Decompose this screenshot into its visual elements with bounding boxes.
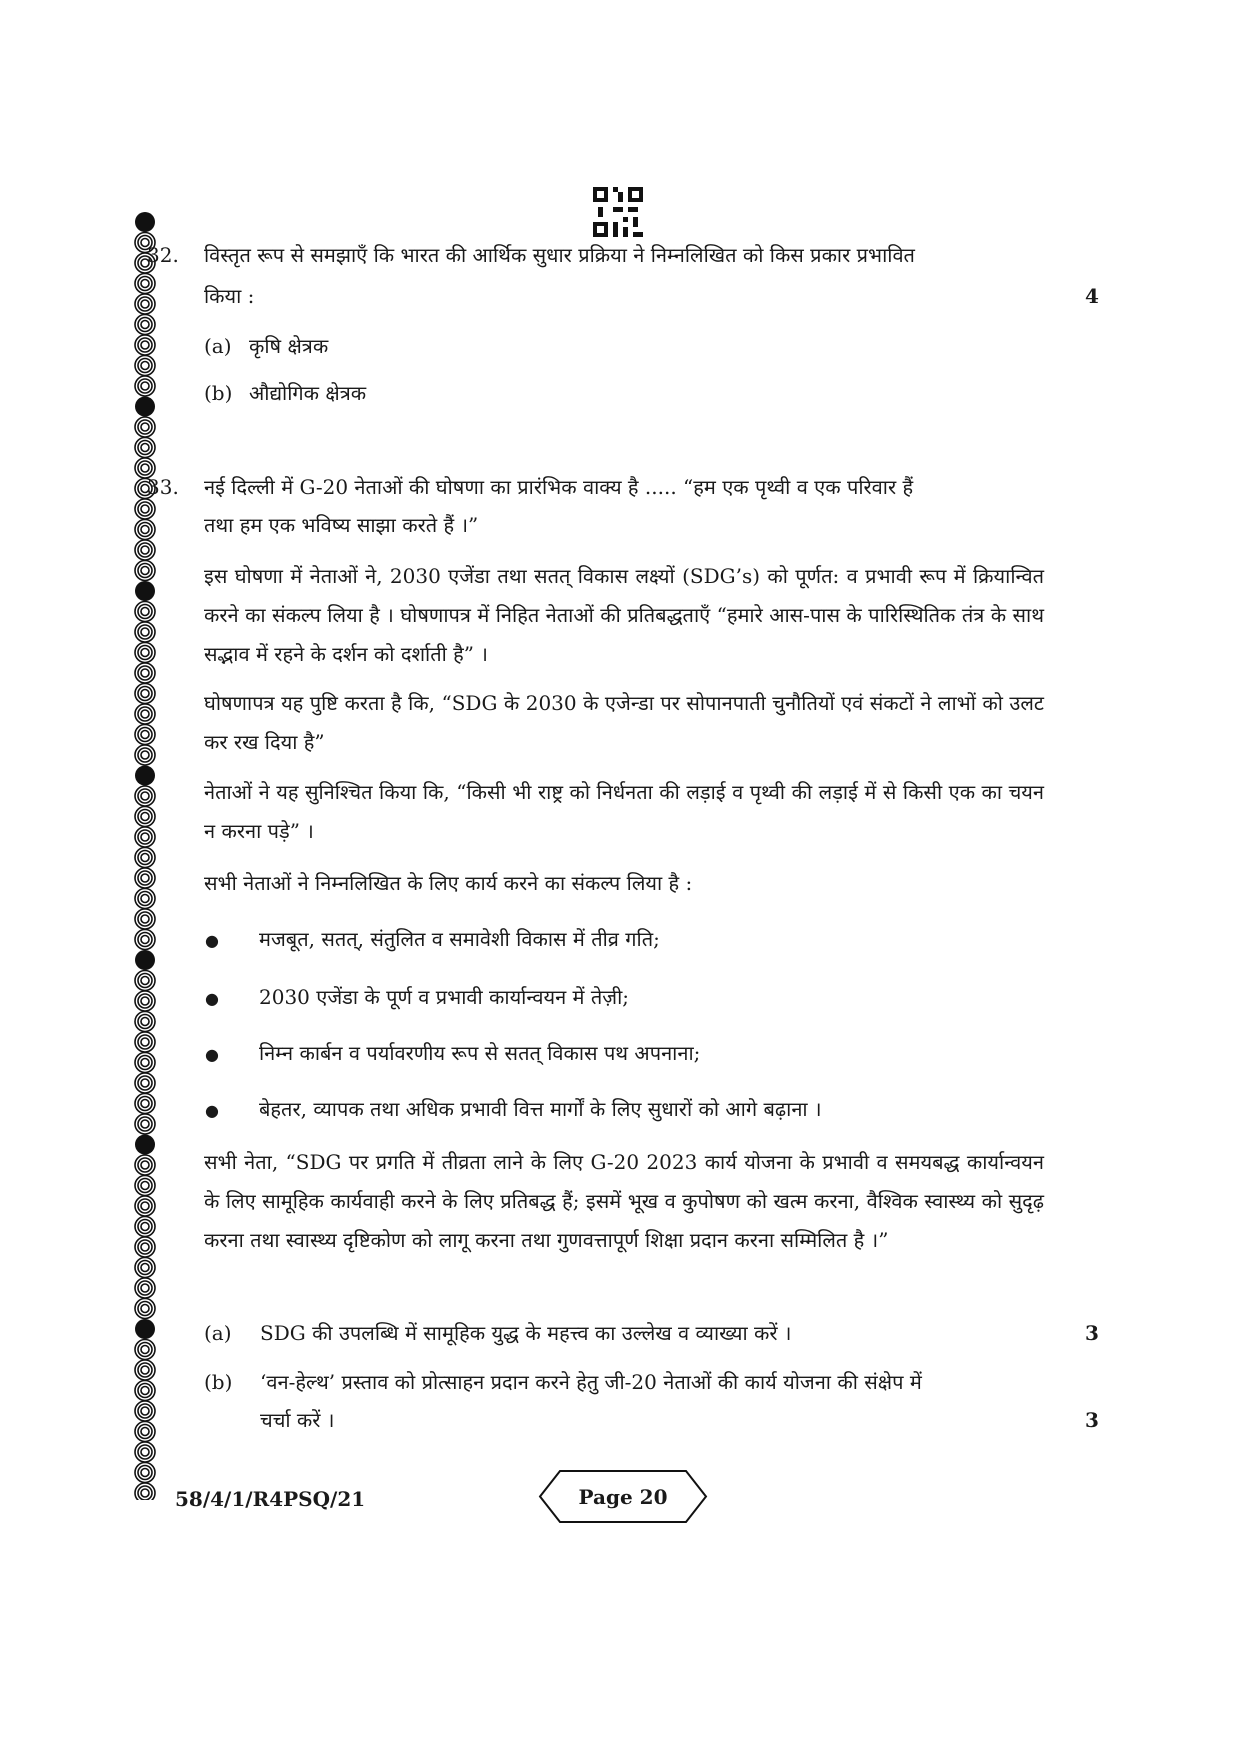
sub-question-text: चर्चा करें । [260,1408,335,1432]
paragraph: नेताओं ने यह सुनिश्चित किया कि, “किसी भी राष्ट्र को निर्धनता की लड़ाई व पृथ्वी की लड़ाई में से किसी एक का चयन न करना पड़े” । [204,780,1044,843]
marks: 3 [1085,1408,1099,1432]
paragraph: इस घोषणा में नेताओं ने, 2030 एजेंडा तथा सतत् विकास लक्ष्यों (SDG’s) को पूर्णत: व प्रभावी रूप में क्रियान्वित करने का संकल्प लिया है । घोषणापत्र में निहित नेताओं की प्रतिबद्धताएँ “हमारे आस-पास के पारिस्थितिक तंत्र के साथ सद्भाव में रहने के दर्शन को दर्शाती है” । [204,564,1044,666]
concentric-circle-icon [135,1483,155,1500]
bullet-text: बेहतर, व्यापक तथा अधिक प्रभावी वित्त मार्गों के लिए सुधारों को आगे बढ़ाना । [259,1097,822,1121]
sub-question-label: (a) [204,1321,232,1345]
bullet-icon: ● [205,1101,219,1120]
concentric-circle-icon [135,356,155,376]
concentric-circle-icon [135,1053,155,1073]
page-number: Page 20 [578,1485,668,1509]
concentric-circle-icon [135,889,155,909]
concentric-circle-icon [135,745,155,765]
concentric-circle-icon [135,499,155,519]
concentric-circle-icon [135,1381,155,1401]
concentric-circle-icon [135,991,155,1011]
concentric-circle-icon [135,848,155,868]
concentric-circle-icon [135,1032,155,1052]
question-text-line: तथा हम एक भविष्य साझा करते हैं ।” [204,513,479,537]
solid-circle-icon [135,766,155,786]
concentric-circle-icon [135,274,155,294]
concentric-circle-icon [135,1360,155,1380]
sub-question-text: ‘वन-हेल्थ’ प्रस्ताव को प्रोत्साहन प्रदान करने हेतु जी-20 नेताओं की कार्य योजना की संक्षेप में [260,1370,922,1394]
concentric-circle-icon [135,417,155,437]
concentric-circle-icon [135,1278,155,1298]
concentric-circle-icon [135,1012,155,1032]
concentric-circle-icon [135,1340,155,1360]
question-number: 33. [147,475,179,499]
concentric-circle-icon [135,663,155,683]
solid-circle-icon [135,950,155,970]
bullet-text: निम्न कार्बन व पर्यावरणीय रूप से सतत् विकास पथ अपनाना; [259,1041,701,1065]
paragraph: घोषणापत्र यह पुष्टि करता है कि, “SDG के 2030 के एजेन्डा पर सोपानपाती चुनौतियों एवं संकटों ने लाभों को उलट कर रख दिया है” [204,691,1044,754]
solid-circle-icon [135,581,155,601]
concentric-circle-icon [135,1217,155,1237]
solid-circle-icon [135,212,155,232]
concentric-circle-icon [135,1442,155,1462]
paragraph: सभी नेता, “SDG पर प्रगति में तीव्रता लाने के लिए G-20 2023 कार्य योजना के प्रभावी व समयबद्ध कार्यान्वयन के लिए सामूहिक कार्यवाही करने के लिए प्रतिबद्ध हैं; इसमें भूख व कुपोषण को खत्म करना, वैश्विक स्वास्थ्य को सुदृढ़ करना तथा स्वास्थ्य दृष्टिकोण को लागू करना तथा गुणवत्तापूर्ण शिक्षा प्रदान करना सम्मिलित है ।” [204,1150,1044,1252]
concentric-circle-icon [135,622,155,642]
paper-code: 58/4/1/R4PSQ/21 [175,1487,366,1511]
option-label: (b) [204,381,233,405]
marks: 4 [1085,284,1099,308]
concentric-circle-icon [135,1258,155,1278]
sub-question-text: SDG की उपलब्धि में सामूहिक युद्ध के महत्त्व का उल्लेख व व्याख्या करें । [260,1321,792,1345]
concentric-circle-icon [135,438,155,458]
solid-circle-icon [135,397,155,417]
concentric-circle-icon [135,376,155,396]
decorative-circle-border [131,210,159,1500]
question-text-line: किया : [204,284,255,308]
concentric-circle-icon [135,684,155,704]
concentric-circle-icon [135,335,155,355]
concentric-circle-icon [135,1176,155,1196]
concentric-circle-icon [135,1114,155,1134]
concentric-circle-icon [135,294,155,314]
concentric-circle-icon [135,1196,155,1216]
concentric-circle-icon [135,1237,155,1257]
sub-question-label: (b) [204,1370,233,1394]
concentric-circle-icon [135,561,155,581]
paragraph: सभी नेताओं ने निम्नलिखित के लिए कार्य करने का संकल्प लिया है : [204,871,693,895]
concentric-circle-icon [135,540,155,560]
concentric-circle-icon [135,786,155,806]
concentric-circle-icon [135,704,155,724]
concentric-circle-icon [135,1155,155,1175]
question-text-line: विस्तृत रूप से समझाएँ कि भारत की आर्थिक सुधार प्रक्रिया ने निम्नलिखित को किस प्रकार प्रभावित [204,243,915,267]
concentric-circle-icon [135,1094,155,1114]
qr-code-icon [593,187,643,237]
solid-circle-icon [135,1135,155,1155]
concentric-circle-icon [135,520,155,540]
concentric-circle-icon [135,1299,155,1319]
concentric-circle-icon [135,868,155,888]
concentric-circle-icon [135,909,155,929]
concentric-circle-icon [135,807,155,827]
option-text: औद्योगिक क्षेत्रक [249,381,367,405]
option-text: कृषि क्षेत्रक [249,334,329,358]
concentric-circle-icon [135,602,155,622]
marks: 3 [1085,1321,1099,1345]
bullet-text: मजबूत, सतत्, संतुलित व समावेशी विकास में तीव्र गति; [259,927,660,951]
question-text-line: नई दिल्ली में G-20 नेताओं की घोषणा का प्रारंभिक वाक्य है ..... “हम एक पृथ्वी व एक परिवार हैं [204,475,914,499]
concentric-circle-icon [135,1422,155,1442]
bullet-icon: ● [205,931,219,950]
concentric-circle-icon [135,725,155,745]
concentric-circle-icon [135,643,155,663]
concentric-circle-icon [135,827,155,847]
bullet-icon: ● [205,989,219,1008]
concentric-circle-icon [135,930,155,950]
concentric-circle-icon [135,1463,155,1483]
concentric-circle-icon [135,1073,155,1093]
option-label: (a) [204,334,232,358]
solid-circle-icon [135,1319,155,1339]
concentric-circle-icon [135,971,155,991]
concentric-circle-icon [135,1401,155,1421]
bullet-icon: ● [205,1045,219,1064]
question-number: 32. [147,243,179,267]
concentric-circle-icon [135,315,155,335]
bullet-text: 2030 एजेंडा के पूर्ण व प्रभावी कार्यान्वयन में तेज़ी; [259,985,629,1009]
